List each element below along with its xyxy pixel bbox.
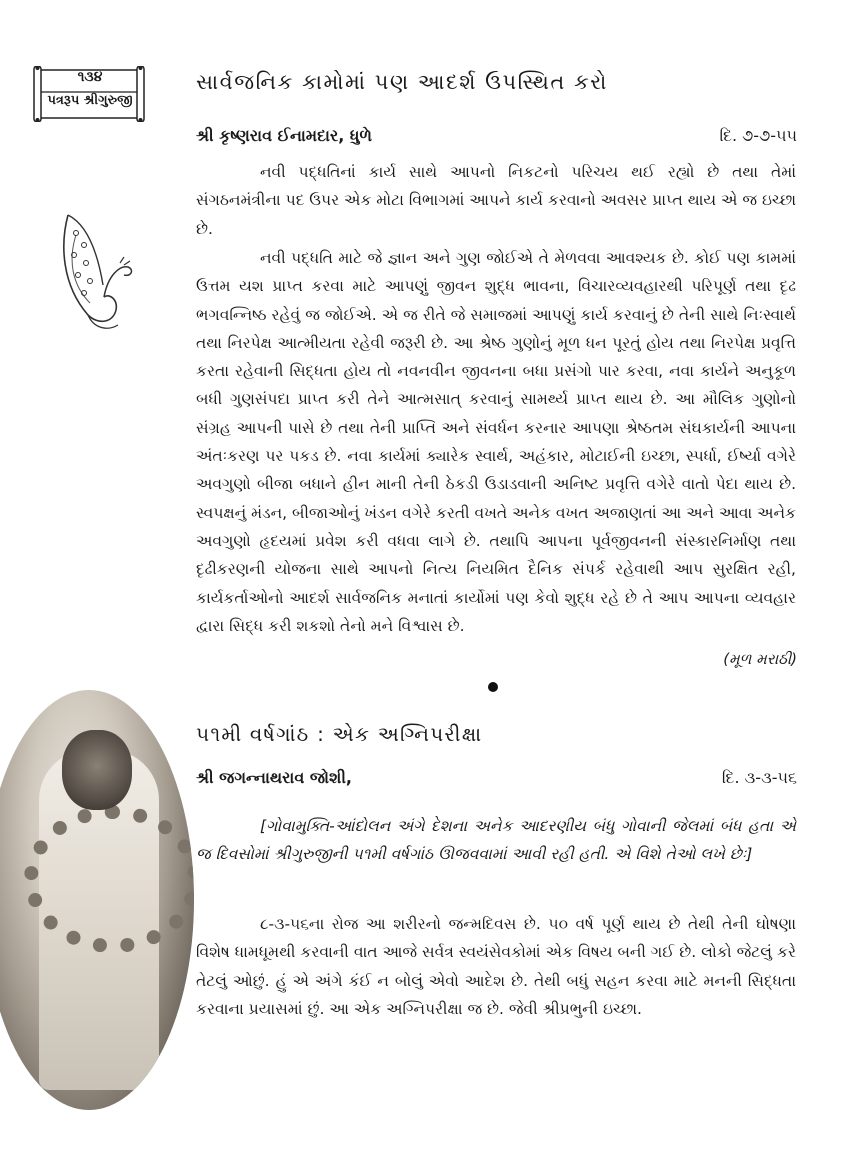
- page-header-badge: [30, 66, 148, 122]
- portrait-photo: [0, 690, 194, 1110]
- recipient-2: શ્રી જગન્નાથરાવ જોશી,: [196, 768, 352, 787]
- source-note: (મૂળ મરાઠી): [723, 650, 797, 668]
- section-divider-dot: [488, 682, 498, 692]
- editor-note: [ગોવામુક્તિ-આંદોલન અંગે દેશના અનેક આદરણીય બંધુ ગોવાની જેલમાં બંધ હતા એ જ દિવસોમાં શ્રીગુરુજીની ૫૧મી વર્ષગાંઠ ઊજવવામાં આવી રહી હતી. એ વિશે તેઓ લખે છેઃ]: [196, 817, 796, 864]
- section-title-2: ૫૧મી વર્ષગાંઠ : એક અગ્નિપરીક્ષા: [196, 722, 483, 746]
- date-2: દિ. ૩-૩-૫૬: [721, 768, 797, 787]
- date-1: દિ. ૭-૭-૫૫: [719, 126, 797, 145]
- page-number: ૧૩૪: [77, 69, 103, 85]
- peacock-ornament-icon: [58, 205, 138, 335]
- book-title: પત્રરૂપ શ્રીગુરુજી: [47, 93, 133, 108]
- paragraph-2-1: ૮-૩-૫૬ના રોજ આ શરીરનો જન્મદિવસ છે. ૫૦ વર્ષ પૂર્ણ થાય છે તેથી તેની ઘોષણા વિશેષ ધામધૂમથી કરવાની વાત આજે સર્વત્ર સ્વયંસેવકોમાં એક વિષય બની ગઈ છે. લોકો જેટલું કરે તેટલું ઓછું. હું એ અંગે કંઈ ન બોલું એવો આદેશ છે. તેથી બધું સહન કરવા માટે મનની સિદ્ધતા કરવાના પ્રયાસમાં છું. આ એક અગ્નિપરીક્ષા જ છે. જેવી શ્રીપ્રભુની ઇચ્છા.: [196, 915, 796, 1018]
- recipient-1: શ્રી કૃષ્ણરાવ ઈનામદાર, ધુળે: [196, 126, 372, 145]
- section-title-1: સાર્વજનિક કામોમાં પણ આદર્શ ઉપસ્થિત કરો: [196, 70, 608, 94]
- paragraph-1-2: નવી પદ્ધતિ માટે જે જ્ઞાન અને ગુણ જોઈએ તે મેળવવા આવશ્યક છે. કોઈ પણ કામમાં ઉત્તમ યશ પ્રાપ્ત કરવા માટે આપણું જીવન શુદ્ધ ભાવના, વિચારવ્યવહારથી પરિપૂર્ણ તથા દૃઢ ભગવન્નિષ્ઠ રહેવું જ જોઈએ. એ જ રીતે જે સમાજમાં આપણું કાર્ય કરવાનું છે તેની સાથે નિઃસ્વાર્થ તથા નિરપેક્ષ આત્મીયતા રહેવી જરૂરી છે. આ શ્રેષ્ઠ ગુણોનું મૂળ ધન પૂરતું હોય તથા નિરપેક્ષ પ્રવૃત્તિ કરતા રહેવાની સિદ્ધતા હોય તો નવનવીન જીવનના બધા પ્રસંગો પાર કરવા, નવા કાર્યને અનુકૂળ બધી ગુણસંપદા પ્રાપ્ત કરી તેને આત્મસાત્ કરવાનું સામર્થ્ય પ્રાપ્ત થાય છે. આ મૌલિક ગુણોનો સંગ્રહ આપની પાસે છે તથા તેની પ્રાપ્તિ અને સંવર્ધન કરનાર આપણા શ્રેષ્ઠતમ સંઘકાર્યની આપના અંતઃકરણ પર પકડ છે. નવા કાર્યમાં ક્યારેક સ્વાર્થ, અહંકાર, મોટાઈની ઇચ્છા, સ્પર્ધા, ઈર્ષ્યા વગેરે અવગુણો બીજા બધાને હીન માની તેની ઠેકડી ઉડાડવાની અનિષ્ટ પ્રવૃત્તિ વગેરે વાતો પેદા થાય છે. સ્વપક્ષનું મંડન, બીજાઓનું ખંડન વગેરે કરતી વખતે અનેક વખત અજાણતાં આ અને આવા અનેક અવગુણો હૃદયમાં પ્રવેશ કરી વધવા લાગે છે. તથાપિ આપના પૂર્વજીવનની સંસ્કારનિર્માણ તથા દૃઢીકરણની યોજના સાથે આપનો નિત્ય નિયમિત દૈનિક સંપર્ક રહેવાથી આપ સુરક્ષિત રહી, કાર્યકર્તાઓનો આદર્શ સાર્વજનિક મનાતાં કાર્યોમાં પણ કેવો શુદ્ધ રહે છે તે આપ આપના વ્યવહાર દ્વારા સિદ્ધ કરી શકશો તેનો મને વિશ્વાસ છે.: [196, 249, 796, 635]
- paragraph-1-1: નવી પદ્ધતિનાં કાર્ય સાથે આપનો નિકટનો પરિચય થઈ રહ્યો છે તથા તેમાં સંગઠનમંત્રીના પદ ઉપર એક મોટા વિભાગમાં આપને કાર્ય કરવાનો અવસર પ્રાપ્ત થાય એ જ ઇચ્છા છે.: [196, 163, 796, 238]
